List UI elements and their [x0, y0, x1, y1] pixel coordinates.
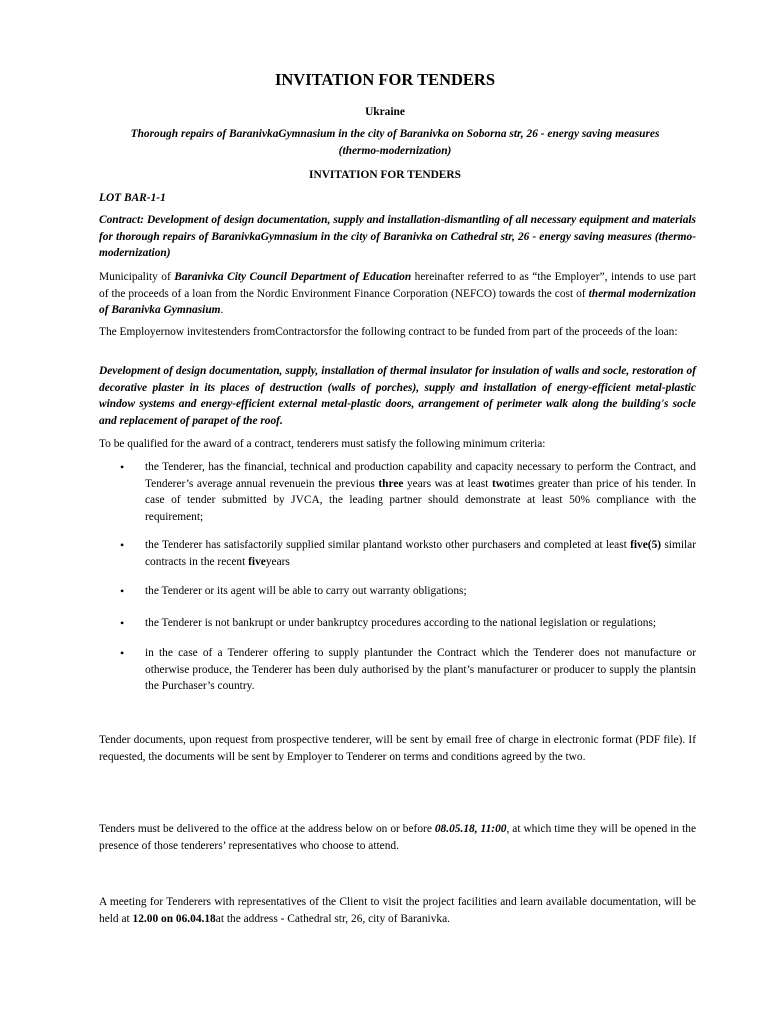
- criterion-financial: [99, 459, 696, 525]
- qualification-intro: To be qualified for the award of a contract, tenderers must satisfy the following minimum criteria:: [99, 438, 546, 450]
- country-heading: Ukraine: [365, 106, 405, 118]
- criteria-list: [99, 459, 696, 695]
- scope-of-work: Development of design documentation, supply, installation of thermal insulator for insulation of walls and socle, restoration of decorative plaster in its places of destruction (walls of porches), supply and installation of energy-efficient metal-plastic window systems and energy-efficient external metal-plastic doors, arrangement of perimeter walk along the building's socle and replacement of parapet of the roof.: [99, 365, 696, 427]
- criterion-bankruptcy: • the Tenderer is not bankrupt or under bankruptcy procedures according to the national legislation or regulations;: [99, 615, 696, 632]
- intro-text-1: Municipality of: [99, 271, 175, 283]
- criterion-emphasis: three: [378, 477, 404, 490]
- contract-description: Contract: Development of design documentation, supply and installation-dismantling of all necessary equipment and materials for thorough repairs of BaranivkaGymnasium in the city of Baranivka on Cathedral str, 26 - energy saving measures (thermo-modernization): [99, 214, 696, 259]
- criterion-text: the Tenderer has satisfactorily supplied similar plantand worksto other purchasers and completed at least: [145, 539, 631, 551]
- meeting-text: A meeting for Tenderers with representatives of the Client to visit the project facilities and learn available documentation, will be held at: [99, 896, 696, 925]
- submission-deadline: 08.05.18, 11:00: [434, 823, 507, 835]
- intro-text-2: hereinafter referred to as “the Employer”, intends to use part of the proceeds of a loan from the Nordic Environment Finance Corporation (NEFCO) towards the cost of: [99, 271, 696, 300]
- criterion-authorisation: • in the case of a Tenderer offering to supply plantunder the Contract which the Tenderer does not manufacture or otherwise produce, the Tenderer has been duly authorised by the plant’s manufacturer or producer to supply the plantsin the Purchaser’s country.: [99, 645, 696, 695]
- section-heading: INVITATION FOR TENDERS: [309, 169, 461, 181]
- criterion-emphasis: five: [248, 555, 266, 568]
- intro-paragraph: [99, 269, 696, 319]
- meeting-text: at the address - Cathedral str, 26, city of Baranivka.: [215, 912, 451, 925]
- lot-number: LOT BAR-1-1: [99, 192, 166, 204]
- meeting-paragraph: [99, 894, 696, 927]
- document-title: INVITATION FOR TENDERS: [274, 70, 496, 89]
- employer-name: Baranivka City Council Department of Education: [174, 271, 412, 283]
- criterion-text: years: [265, 555, 290, 568]
- meeting-time: 12.00 on 06.04.18: [132, 912, 216, 925]
- invitation-paragraph: The Employernow invitestenders fromContractorsfor the following contract to be funded from part of the proceeds of the loan:: [99, 326, 678, 338]
- criterion-text: similar contracts in the recent: [145, 539, 697, 568]
- intro-text-3: .: [220, 304, 224, 316]
- criterion-experience: [99, 537, 696, 570]
- criterion-warranty: • the Tenderer or its agent will be able to carry out warranty obligations;: [99, 583, 696, 600]
- project-purpose: thermal modernization of Baranivka Gymnasium: [99, 287, 696, 316]
- criterion-text: the Tenderer, has the financial, technical and production capability and capacity necessary to perform the Contract, and Tenderer’s average annual revenuein the previous: [145, 461, 696, 490]
- criterion-text: times greater than price of his tender. In case of tender submitted by JVCA, the leading partner should demonstrate at least 50% compliance with the requirement;: [145, 477, 696, 523]
- delivery-text: Tenders must be delivered to the office at the address below on or before: [99, 823, 435, 835]
- project-description: Thorough repairs of BaranivkaGymnasium in the city of Baranivka on Soborna str, 26 - energy saving measures (thermo-modernization): [130, 128, 660, 157]
- criterion-emphasis: five(5): [630, 539, 662, 551]
- criterion-text: years was at least: [403, 477, 492, 490]
- criterion-emphasis: two: [491, 477, 510, 490]
- delivery-text: , at which time they will be opened in the presence of those tenderers’ representatives who choose to attend.: [99, 823, 697, 852]
- delivery-paragraph: [99, 821, 696, 854]
- documents-paragraph: Tender documents, upon request from prospective tenderer, will be sent by email free of charge in electronic format (PDF file). If requested, the documents will be sent by Employer to Tenderer on terms and conditions agreed by the two.: [99, 734, 696, 763]
